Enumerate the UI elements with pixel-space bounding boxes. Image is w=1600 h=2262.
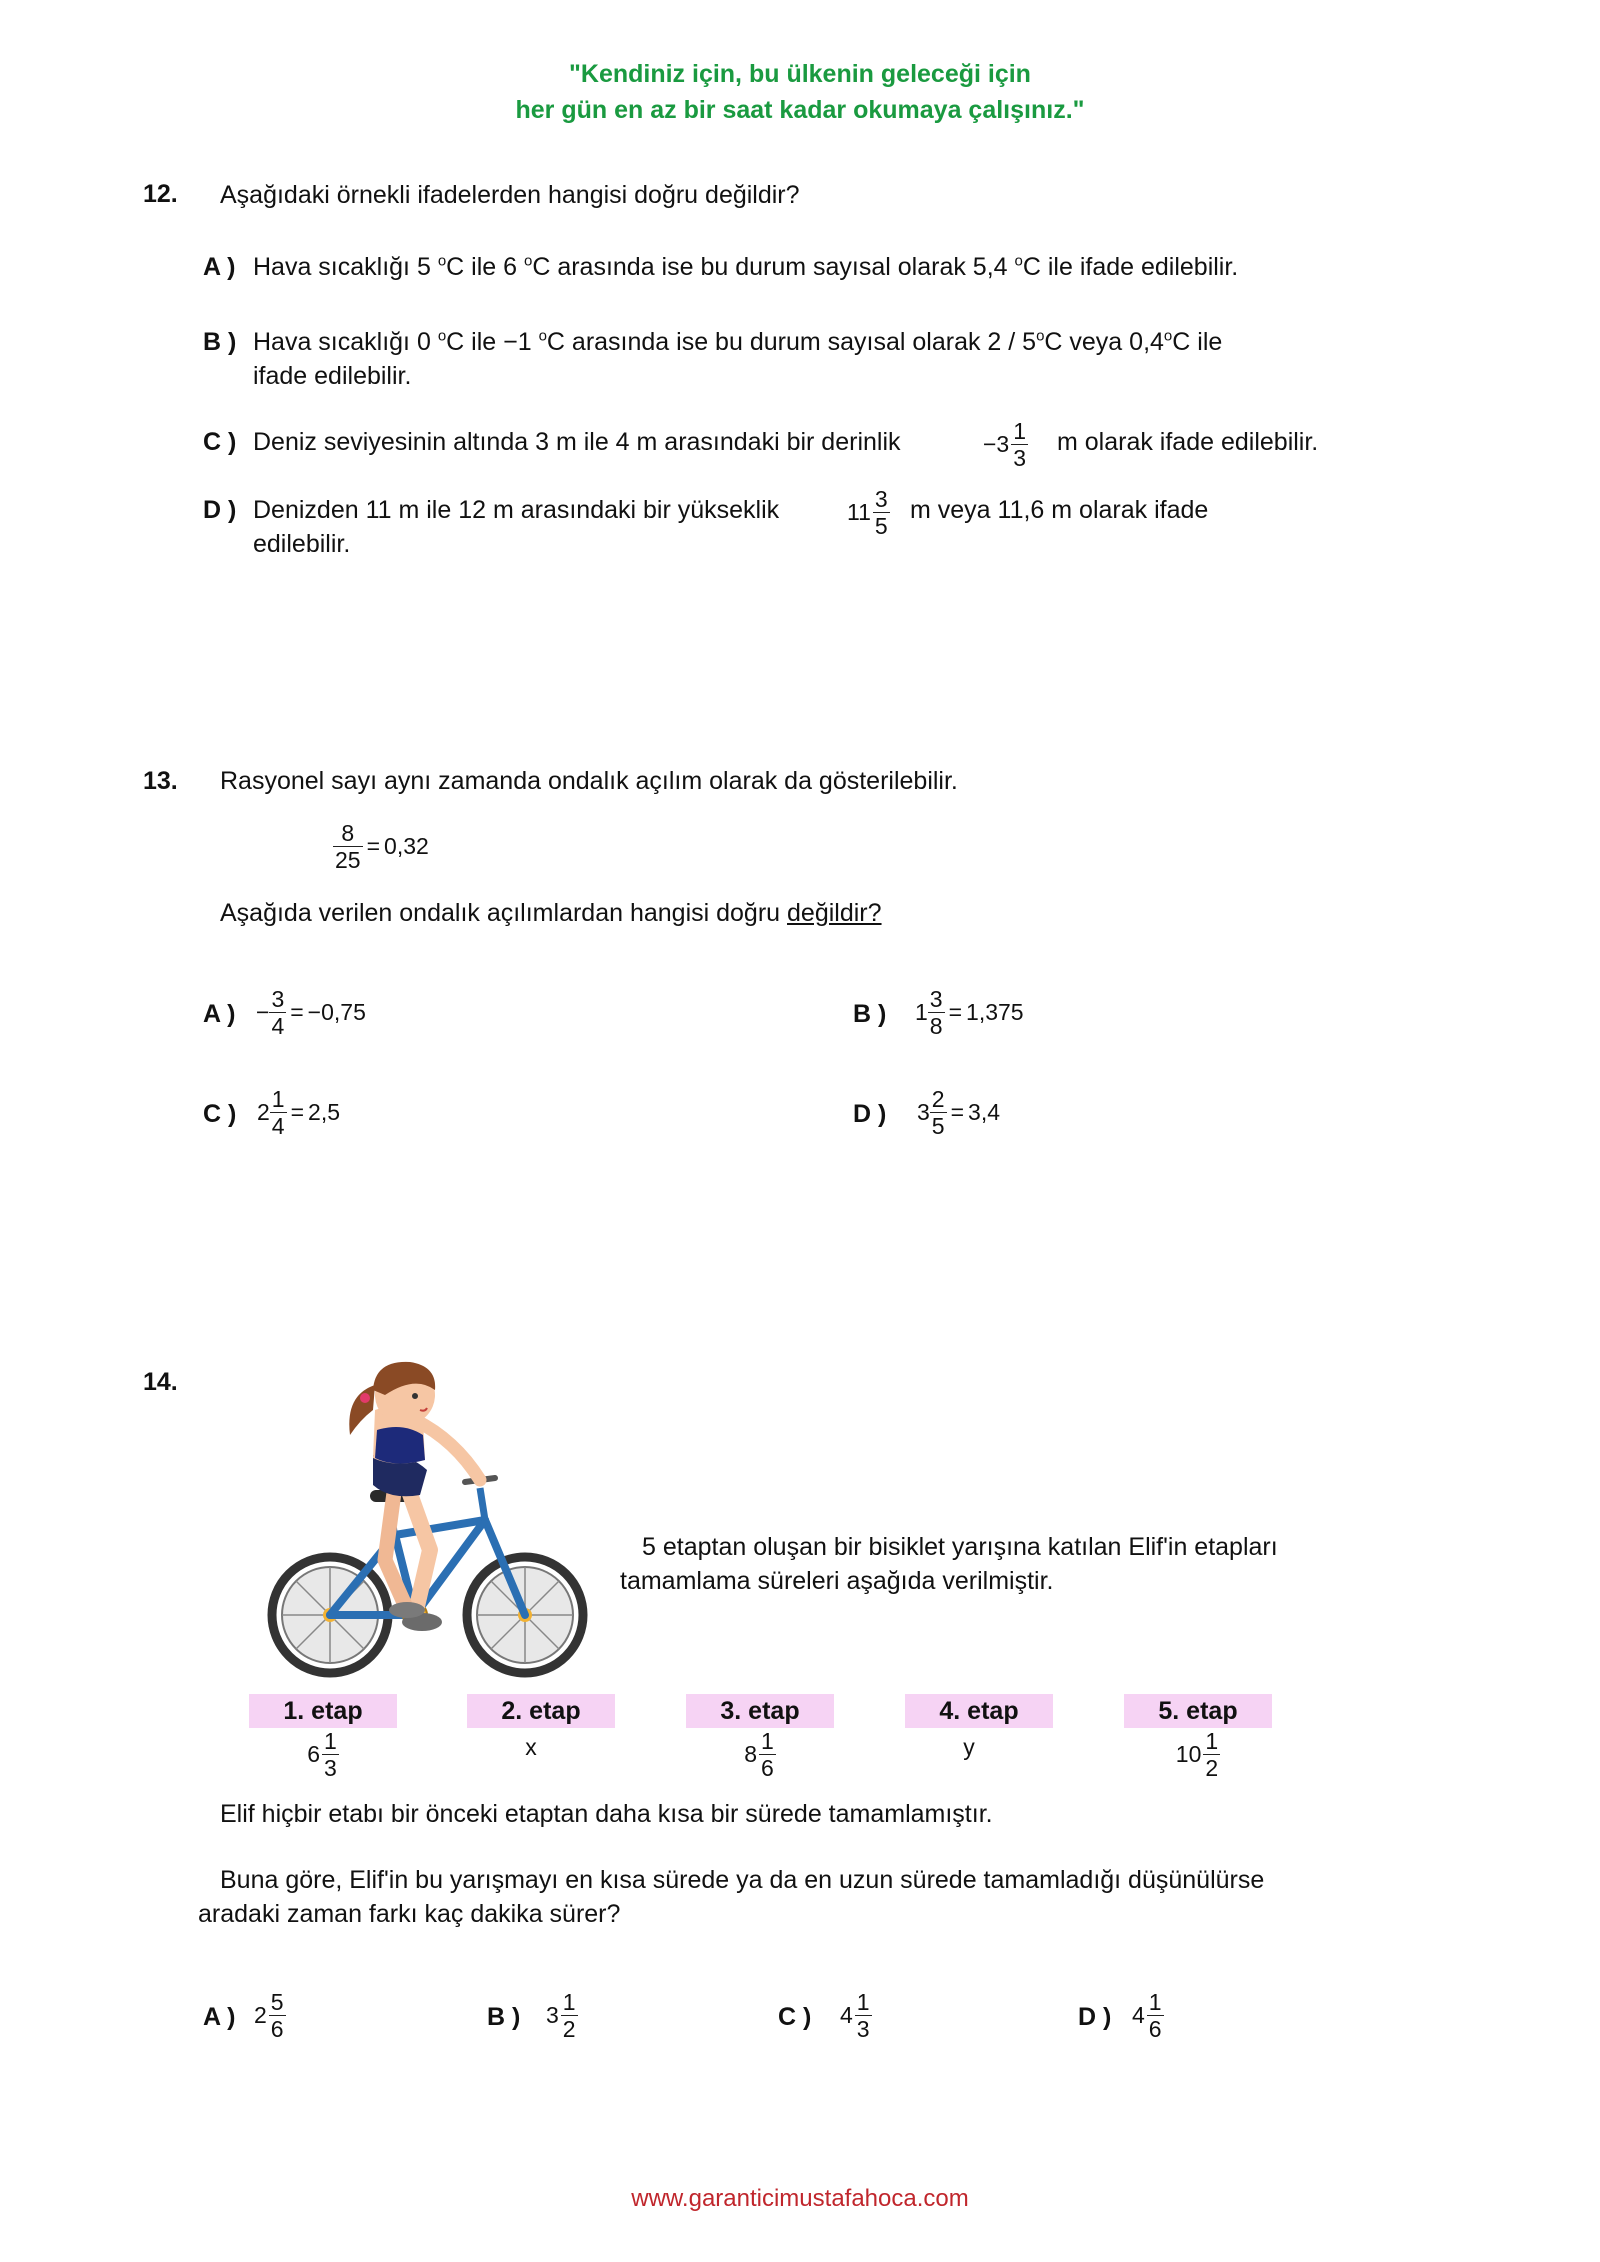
q14-option-a-letter: A ) — [203, 2003, 236, 2031]
q14-option-d-letter: D ) — [1078, 2003, 1112, 2031]
q13-option-c-math: 2 $\frac{1}{4}$ = 2,5 — [257, 1086, 341, 1139]
q13-option-d-math: 3 $\frac{2}{5}$ = 3,4 — [917, 1086, 1001, 1139]
q13-option-d-letter: D ) — [853, 1100, 887, 1128]
q12-option-b-letter: B ) — [203, 328, 237, 356]
stage-1-header: 1. etap — [249, 1694, 397, 1728]
q13-option-b-letter: B ) — [853, 1000, 887, 1028]
stage-3-time: 8 $\frac{1}{6}$ — [744, 1728, 774, 1781]
q14-option-b-letter: B ) — [487, 2003, 521, 2031]
q12-option-c-fraction: −3 $\frac{1}{3}$ — [983, 418, 1027, 471]
stage-4-time: y — [963, 1734, 975, 1760]
q12-option-d-text: Denizden 11 m ile 12 m arasındaki bir yükseklik — [253, 496, 780, 524]
footer-url[interactable]: www.garanticimustafahoca.com — [631, 2185, 969, 2212]
question-14-intro-line1: 5 etaptan oluşan bir bisiklet yarışına katılan Elif'in etapları — [642, 1533, 1278, 1561]
question-14-number: 14. — [143, 1368, 178, 1396]
q14-option-d-fraction: 4 $\frac{1}{6}$ — [1132, 1989, 1162, 2042]
q12-option-d-line2: edilebilir. — [253, 530, 351, 558]
stage-4-header: 4. etap — [905, 1694, 1053, 1728]
q13-option-a-math: − $\frac{3}{4}$ = −0,75 — [256, 986, 366, 1039]
question-13-text: Aşağıda verilen ondalık açılımlardan hangisi doğru değildir? — [220, 899, 882, 927]
q12-option-a-letter: A ) — [203, 253, 236, 281]
q12-option-d-fraction: 11 $\frac{3}{5}$ — [847, 486, 888, 539]
stage-5-header: 5. etap — [1124, 1694, 1272, 1728]
question-14-note: Elif hiçbir etabı bir önceki etaptan daha kısa bir sürede tamamlamıştır. — [220, 1800, 993, 1828]
stage-2-time: x — [525, 1734, 537, 1760]
q12-option-d-after: m veya 11,6 m olarak ifade — [910, 496, 1209, 524]
q14-option-a-fraction: 2 $\frac{5}{6}$ — [254, 1989, 284, 2042]
question-12-text: Aşağıdaki örnekli ifadelerden hangisi doğru değildir? — [220, 181, 800, 209]
q12-option-c-after: m olarak ifade edilebilir. — [1057, 428, 1319, 456]
question-13-number: 13. — [143, 767, 178, 795]
question-13-intro: Rasyonel sayı aynı zamanda ondalık açılım olarak da gösterilebilir. — [220, 767, 958, 795]
motto — [0, 56, 1600, 128]
q12-option-b-text: Hava sıcaklığı 0 $^o$C ile −1 $^o$C arasında ise bu durum sayısal olarak 2 / 5$^o$C veya 0,4$^o$C ile — [253, 327, 1223, 356]
girl-on-bicycle-illustration — [255, 1360, 595, 1680]
motto-line-2: her gün en az bir saat kadar okumaya çalışınız." — [515, 96, 1085, 124]
stage-2-header: 2. etap — [467, 1694, 615, 1728]
q12-option-c-letter: C ) — [203, 428, 237, 456]
stage-5-time: 10 $\frac{1}{2}$ — [1175, 1728, 1219, 1781]
stage-1-time: 6 $\frac{1}{3}$ — [307, 1728, 337, 1781]
question-14-intro-line2: tamamlama süreleri aşağıda verilmiştir. — [620, 1567, 1054, 1595]
q12-option-d-letter: D ) — [203, 496, 237, 524]
q12-option-b-text-line2: ifade edilebilir. — [253, 362, 412, 390]
q13-option-b-math: 1 $\frac{3}{8}$ = 1,375 — [915, 986, 1024, 1039]
q13-option-c-letter: C ) — [203, 1100, 237, 1128]
question-14-text-line1: Buna göre, Elif'in bu yarışmayı en kısa sürede ya da en uzun sürede tamamladığı düşünülürse — [220, 1866, 1265, 1894]
motto-line-1: "Kendiniz için, bu ülkenin geleceği için — [569, 60, 1031, 88]
q12-option-c-text: Deniz seviyesinin altında 3 m ile 4 m arasındaki bir derinlik — [253, 428, 901, 456]
q13-option-a-letter: A ) — [203, 1000, 236, 1028]
q14-option-c-fraction: 4 $\frac{1}{3}$ — [840, 1989, 870, 2042]
stage-3-header: 3. etap — [686, 1694, 834, 1728]
question-12-number: 12. — [143, 180, 178, 208]
q14-option-c-letter: C ) — [778, 2003, 812, 2031]
q12-option-a-text: Hava sıcaklığı 5 $^o$C ile 6 $^o$C arasında ise bu durum sayısal olarak 5,4 $^o$C ile ifade edilebilir. — [253, 252, 1239, 281]
q13-example: $\frac{8}{25}$ = 0,32 — [335, 820, 429, 873]
question-14-text-line2: aradaki zaman farkı kaç dakika sürer? — [198, 1900, 621, 1928]
q14-option-b-fraction: 3 $\frac{1}{2}$ — [546, 1989, 576, 2042]
